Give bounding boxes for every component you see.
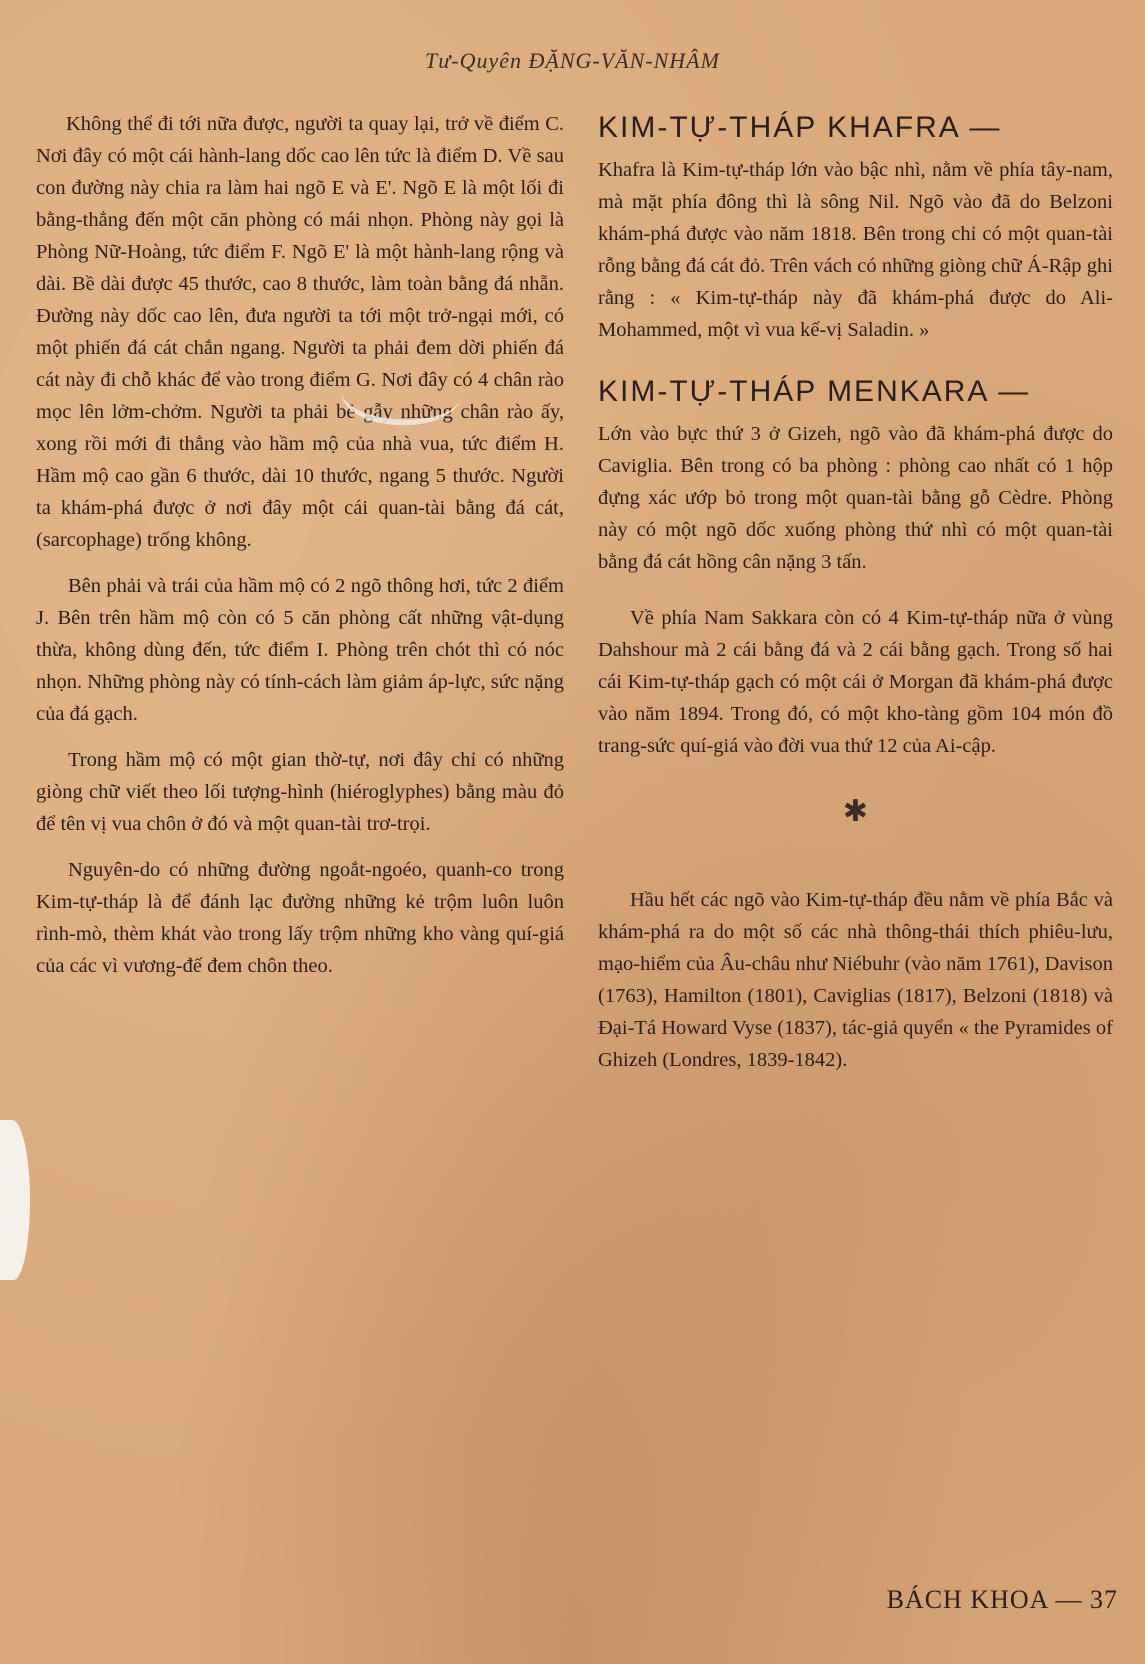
section-heading-khafra: KIM-TỰ-THÁP KHAFRA — [598,111,1002,144]
body-paragraph: Khafra là Kim-tự-tháp lớn vào bậc nhì, nằm về phía tây-nam, mà mặt phía đông thì là sông Nil. Ngõ vào đã do Belzoni khám-phá được vào năm 1818. Bên trong chỉ có một quan-tài rỗng bằng đá cát đỏ. Trên vách có những giòng chữ Á-Rập ghi rằng : « Kim-tự-tháp này đã khám-phá được do Ali-Mohammed, một vì vua kế-vị Saladin. » [598,159,1113,341]
paper-tear [0,1120,30,1280]
page-footer: BÁCH KHOA — 37 [886,1585,1118,1614]
right-column [598,108,1113,1090]
running-header: Tư-Quyên ĐẶNG-VĂN-NHÂM [425,48,720,73]
section-heading-menkara: KIM-TỰ-THÁP MENKARA — [598,375,1031,408]
body-paragraph: Bên phải và trái của hầm mộ có 2 ngõ thông hơi, tức 2 điểm J. Bên trên hầm mộ còn có 5 căn phòng cất những vật-dụng thừa, không dùng đến, tức điểm I. Phòng trên chót thì có nóc nhọn. Những phòng này có tính-cách làm giảm áp-lực, sức nặng của đá gạch. [36,575,564,725]
body-paragraph: Lớn vào bực thứ 3 ở Gizeh, ngõ vào đã khám-phá được do Caviglia. Bên trong có ba phòng : phòng cao nhất có 1 hộp đựng xác ướp bỏ trong một quan-tài bằng gỗ Cèdre. Phòng này có một ngõ dốc xuống phòng thứ nhì có một quan-tài bằng đá cát hồng cân nặng 3 tấn. [598,423,1113,573]
body-paragraph: Nguyên-do có những đường ngoắt-ngoéo, quanh-co trong Kim-tự-tháp là để đánh lạc đường những kẻ trộm luôn luôn rình-mò, thèm khát vào trong lấy trộm những kho vàng quí-giá của các vì vương-đế đem chôn theo. [36,859,564,977]
body-paragraph: Về phía Nam Sakkara còn có 4 Kim-tự-tháp nữa ở vùng Dahshour mà 2 cái bằng đá và 2 cái bằng gạch. Trong số hai cái Kim-tự-tháp gạch có một cái ở Morgan đã khám-phá được vào năm 1894. Trong đó, có một kho-tàng gồm 104 món đồ trang-sức quí-giá vào đời vua thứ 12 của Ai-cập. [598,607,1113,757]
body-paragraph: Không thể đi tới nữa được, người ta quay lại, trở về điểm C. Nơi đây có một cái hành-lang dốc cao lên tức là điểm D. Về sau con đường này chia ra làm hai ngõ E và E'. Ngõ E là một lối đi bằng-thẳng đến một căn phòng có mái nhọn. Phòng này gọi là Phòng Nữ-Hoàng, tức điểm F. Ngõ E' là một hành-lang rộng và dài. Bề dài được 45 thước, cao 8 thước, làm toàn bằng đá nhẵn. Đường này dốc cao lên, đưa người ta tới một trở-ngại mới, có một phiến đá cát chắn ngang. Người ta phải đem dời phiến đá cát này đi chỗ khác để vào trong điểm G. Nơi đây có 4 chân rào mọc lên lởm-chởm. Người ta phải bẻ gẫy những chân rào ấy, xong rồi mới đi thẳng vào hầm mộ của nhà vua, tức điểm H. Hầm mộ cao gần 6 thước, dài 10 thước, ngang 5 thước. Người ta khám-phá được ở nơi đây một cái quan-tài bằng đá cát, (sarcophage) trống không. [36,113,564,551]
body-paragraph: Hầu hết các ngõ vào Kim-tự-tháp đều nằm về phía Bắc và khám-phá ra do một số các nhà thông-thái thích phiêu-lưu, mạo-hiểm của Âu-châu như Niébuhr (vào năm 1761), Davison (1763), Hamilton (1801), Caviglias (1817), Belzoni (1818) và Đại-Tá Howard Vyse (1837), tác-giả quyển « the Pyramides of Ghizeh (Londres, 1839-1842). [598,889,1113,1071]
left-column [36,108,564,996]
body-paragraph: Trong hầm mộ có một gian thờ-tự, nơi đây chỉ có những giòng chữ viết theo lối tượng-hình (hiéroglyphes) bằng màu đỏ để tên vị vua chôn ở đó và một quan-tài trơ-trọi. [36,749,564,835]
asterism-ornament-icon: ✱ [842,795,869,828]
